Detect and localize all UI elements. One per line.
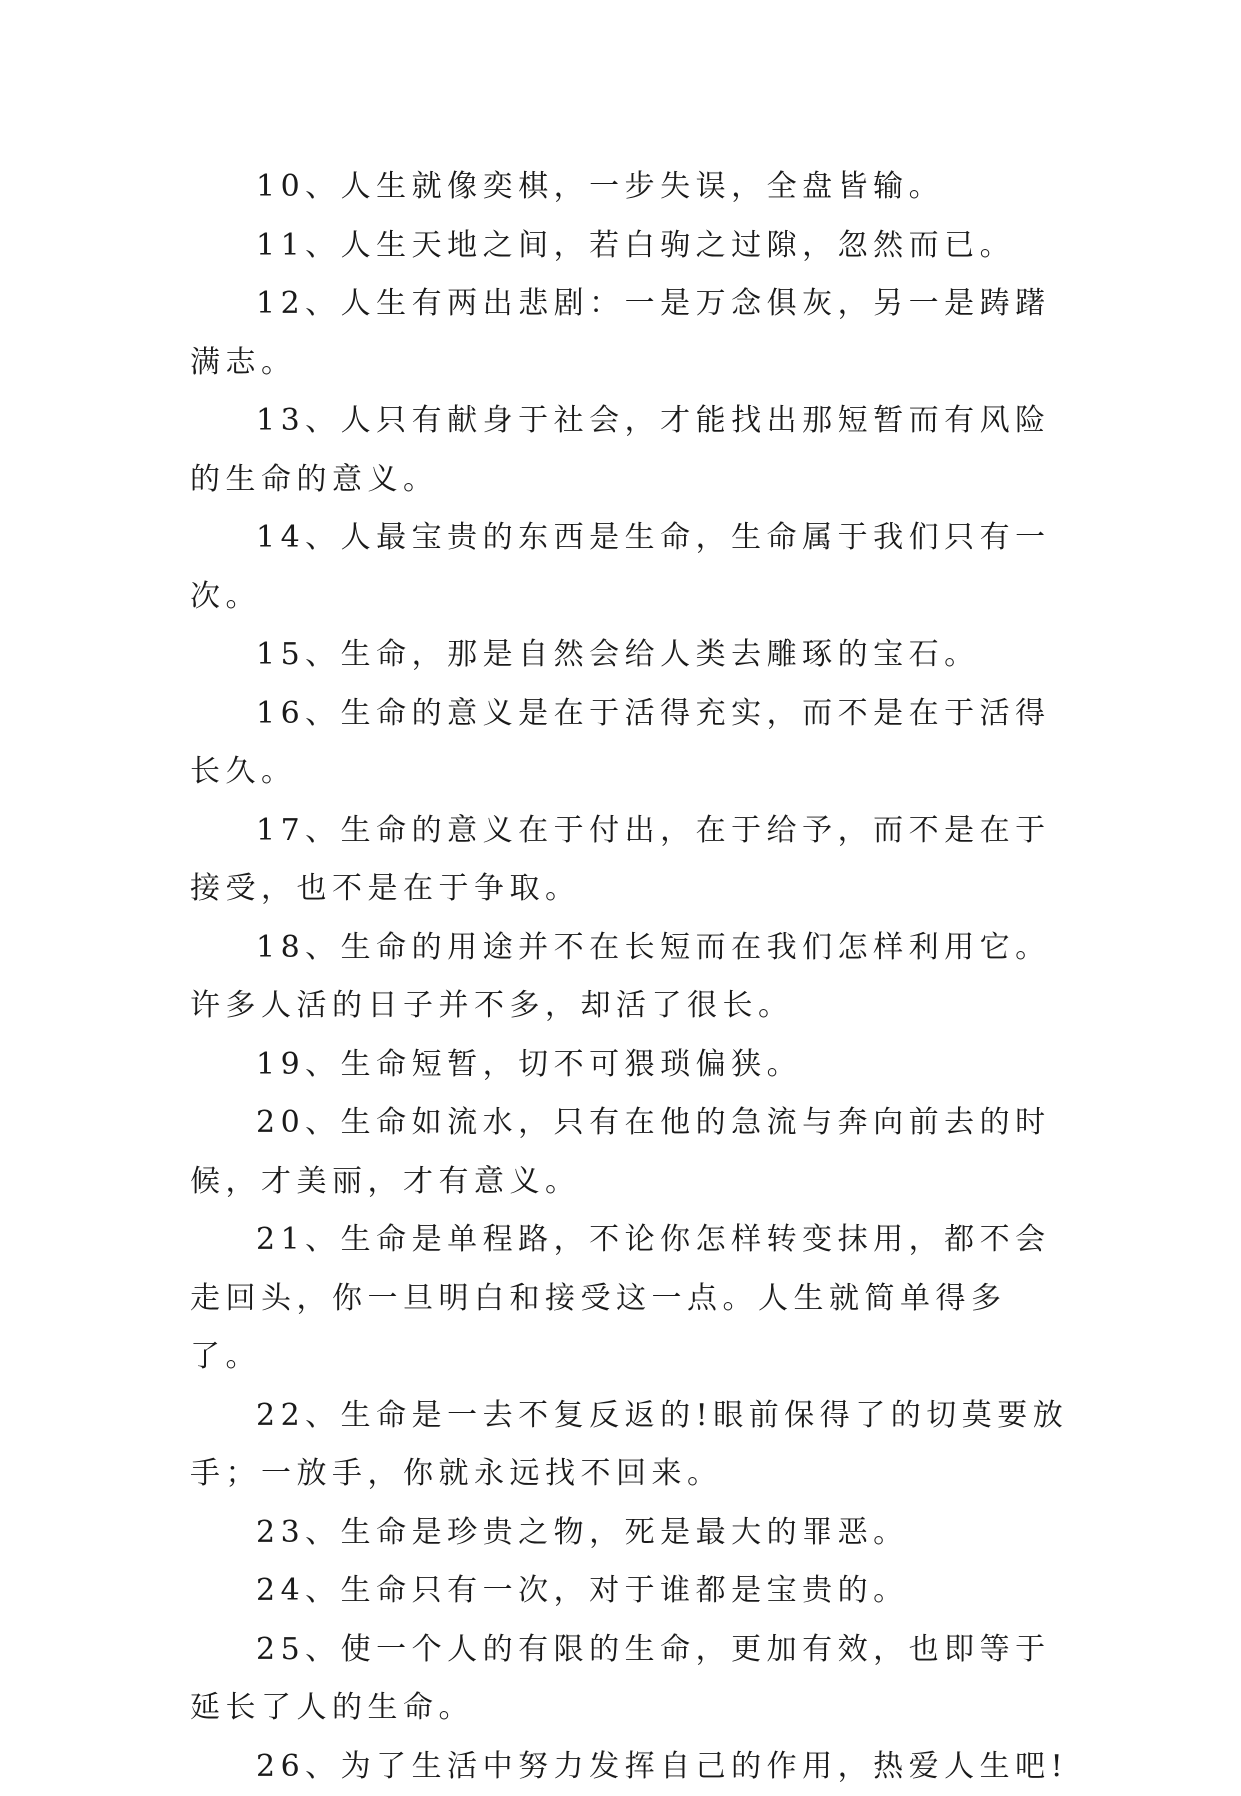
paragraph-14: 14、人最宝贵的东西是生命，生命属于我们只有一次。 — [190, 509, 1070, 626]
paragraph-18: 18、生命的用途并不在长短而在我们怎样利用它。许多人活的日子并不多，却活了很长。 — [190, 919, 1070, 1036]
paragraph-17: 17、生命的意义在于付出，在于给予，而不是在于接受，也不是在于争取。 — [190, 802, 1070, 919]
paragraph-24: 24、生命只有一次，对于谁都是宝贵的。 — [190, 1562, 1070, 1621]
paragraph-22: 22、生命是一去不复反返的!眼前保得了的切莫要放手；一放手，你就永远找不回来。 — [190, 1387, 1070, 1504]
paragraph-25: 25、使一个人的有限的生命，更加有效，也即等于延长了人的生命。 — [190, 1621, 1070, 1738]
paragraph-15: 15、生命，那是自然会给人类去雕琢的宝石。 — [190, 626, 1070, 685]
paragraph-13: 13、人只有献身于社会，才能找出那短暂而有风险的生命的意义。 — [190, 392, 1070, 509]
paragraph-10: 10、人生就像奕棋，一步失误，全盘皆输。 — [190, 158, 1070, 217]
paragraph-12: 12、人生有两出悲剧：一是万念俱灰，另一是踌躇满志。 — [190, 275, 1070, 392]
paragraph-11: 11、人生天地之间，若白驹之过隙，忽然而已。 — [190, 217, 1070, 276]
paragraph-23: 23、生命是珍贵之物，死是最大的罪恶。 — [190, 1504, 1070, 1563]
paragraph-19: 19、生命短暂，切不可猥琐偏狭。 — [190, 1036, 1070, 1095]
paragraph-21: 21、生命是单程路，不论你怎样转变抹用，都不会走回头，你一旦明白和接受这一点。人生就简单得多了。 — [190, 1211, 1070, 1387]
paragraph-26: 26、为了生活中努力发挥自己的作用，热爱人生吧! — [190, 1738, 1070, 1796]
document-body — [190, 158, 1070, 1796]
paragraph-20: 20、生命如流水，只有在他的急流与奔向前去的时候，才美丽，才有意义。 — [190, 1094, 1070, 1211]
paragraph-16: 16、生命的意义是在于活得充实，而不是在于活得长久。 — [190, 685, 1070, 802]
